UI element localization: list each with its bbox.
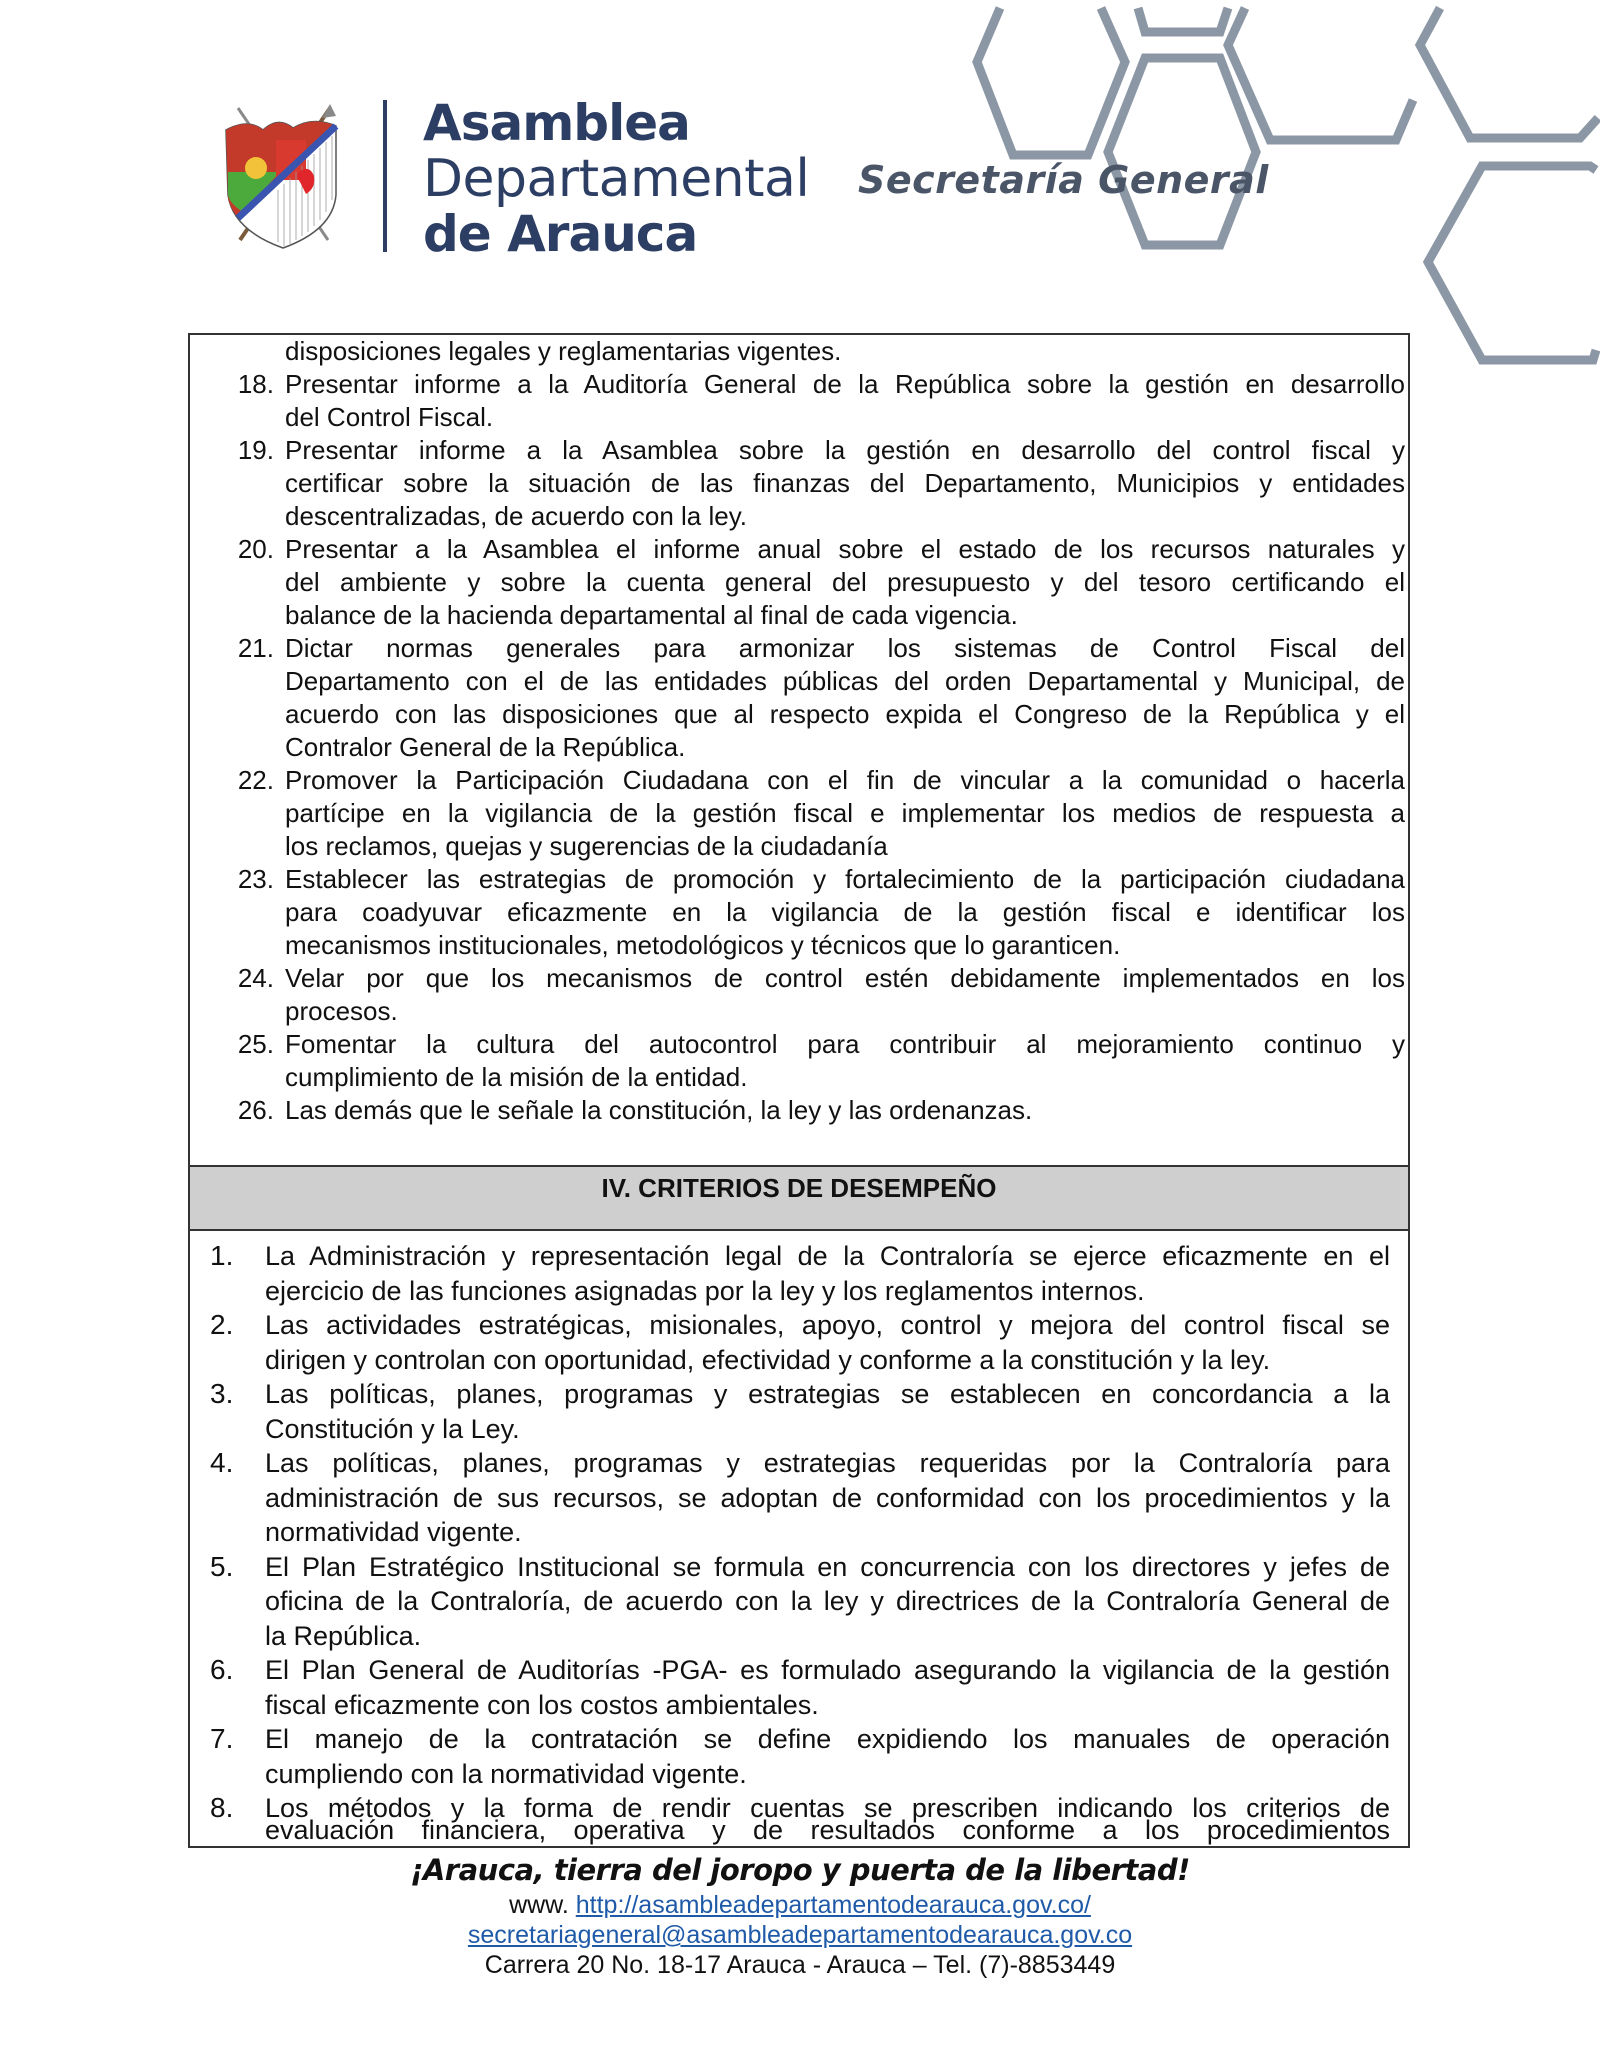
list-item-number: 26. [237,1095,274,1125]
list-item-line: Velar por que los mecanismos de control estén debidamente implementados en los [285,963,1405,993]
list-item-line: ejercicio de las funciones asignadas por la ley y los reglamentos internos. [265,1275,1145,1306]
list-item-number: 23. [237,864,274,894]
footer-address: Carrera 20 No. 18-17 Arauca - Arauca – Tel. (7)-8853449 [484,1951,1116,1979]
list-item-number: 19. [237,435,274,465]
list-item-line: El Plan General de Auditorías -PGA- es formulado asegurando la vigilancia de la gestión [265,1655,1390,1685]
section-title: IV. CRITERIOS DE DESEMPEÑO [601,1173,997,1203]
list-item-line: fiscal eficazmente con los costos ambientales. [265,1689,819,1720]
list-item-number: 1. [210,1240,234,1271]
list-item-line: Presentar informe a la Auditoría General de la República sobre la gestión en desarrollo [285,369,1405,399]
brand-divider [383,100,387,252]
list-item-number: 4. [210,1447,234,1478]
list-item-number: 25. [237,1029,274,1059]
list-item-line: partícipe en la vigilancia de la gestión fiscal e implementar los medios de respuesta a [285,798,1405,828]
website-link[interactable]: http://asambleadepartamentodearauca.gov.co/ [575,1891,1091,1919]
list-item-line: Las demás que le señale la constitución, la ley y las ordenanzas. [285,1095,1033,1125]
hexagon-top-cap [1138,8,1228,32]
list-item-line: evaluación financiera, operativa y de resultados conforme a los procedimientos [265,1815,1390,1845]
list-item-line: la República. [265,1620,422,1651]
list-item-number: 2. [210,1309,234,1340]
list-item-line: La Administración y representación legal de la Contraloría se ejerce eficazmente en el [265,1241,1390,1271]
document-table [188,333,1410,1848]
list-item-number: 8. [210,1792,234,1823]
list-item-number: 22. [237,765,274,795]
list-item-line: cumpliendo con la normatividad vigente. [265,1758,747,1789]
list-item-line: dirigen y controlan con oportunidad, efectividad y conforme a la constitución y la ley. [265,1344,1271,1375]
list-item-line: acuerdo con las disposiciones que al respecto expida el Congreso de la República y el [285,699,1405,729]
list-item-line: Contralor General de la República. [285,732,686,762]
footer-tagline: ¡Arauca, tierra del joropo y puerta de la libertad! [410,1853,1190,1887]
section-heading: Secretaría General [858,158,1269,202]
footer-website-line [0,1890,1600,1920]
www-prefix: www. [509,1891,569,1919]
list-item-line: Dictar normas generales para armonizar los sistemas de Control Fiscal del [285,633,1405,663]
hexagon-right-top [1420,8,1598,138]
list-item-number: 24. [237,963,274,993]
list-item-line: procesos. [285,996,398,1026]
list-item-line: Presentar informe a la Asamblea sobre la gestión en desarrollo del control fiscal y [285,435,1405,465]
list-item-number: 20. [237,534,274,564]
list-item-line: Las políticas, planes, programas y estrategias requeridas por la Contraloría para [265,1448,1390,1478]
list-item-line: Establecer las estrategias de promoción y fortalecimiento de la participación ciudadana [285,864,1405,894]
list-item-line: Los métodos y la forma de rendir cuentas se prescriben indicando los criterios de [265,1793,1390,1823]
criterios-section-header [190,1165,1408,1231]
list-item-line: Constitución y la Ley. [265,1413,520,1444]
list-item-line: El Plan Estratégico Institucional se formula en concurrencia con los directores y jefes de [265,1551,1390,1582]
list-item-number: 21. [237,633,274,663]
brand-line-1: Asamblea [423,94,690,152]
list-item-line: del ambiente y sobre la cuenta general del presupuesto y del tesoro certificando el [285,567,1405,597]
list-item-line: oficina de la Contraloría, de acuerdo con la ley y directrices de la Contraloría General de [265,1586,1390,1616]
list-item-number: 7. [210,1723,234,1754]
list-item-number: 3. [210,1378,234,1409]
list-item-line: normatividad vigente. [265,1517,522,1547]
list-item-line: Las actividades estratégicas, misionales, apoyo, control y mejora del control fiscal se [265,1310,1390,1340]
list-item-number: 6. [210,1654,234,1685]
list-item-line: Promover la Participación Ciudadana con el fin de vincular a la comunidad o hacerla [285,765,1405,795]
list-item-number: 5. [210,1550,234,1582]
list-item-line: mecanismos institucionales, metodológicos y técnicos que lo garanticen. [285,930,1121,960]
list-item-continuation: disposiciones legales y reglamentarias vigentes. [285,336,842,366]
list-item-line: descentralizadas, de acuerdo con la ley. [285,501,748,531]
hexagon-center [1108,58,1256,245]
hexagon-right-lower [1428,166,1596,360]
brand-line-2: Departamental [423,149,810,209]
list-item-line: cumplimiento de la misión de la entidad. [285,1062,748,1092]
brand-line-3: de Arauca [423,205,698,263]
list-item-line: Fomentar la cultura del autocontrol para contribuir al mejoramiento continuo y [285,1029,1405,1059]
brand-logotype [423,94,810,264]
list-item-line: administración de sus recursos, se adoptan de conformidad con los procedimientos y la [265,1482,1390,1513]
coat-of-arms-icon [218,100,348,250]
list-item-line: balance de la hacienda departamental al final de cada vigencia. [285,600,1018,630]
list-item-line: Presentar a la Asamblea el informe anual sobre el estado de los recursos naturales y [285,534,1405,564]
hexagon-left [977,8,1125,155]
list-item-line: para coadyuvar eficazmente en la vigilancia de la gestión fiscal e identificar los [285,897,1405,927]
list-item-line: El manejo de la contratación se define expidiendo los manuales de operación [265,1724,1390,1754]
hexagon-right-upper [1228,8,1413,140]
list-item-line: del Control Fiscal. [285,402,494,432]
list-item-number: 18. [237,369,274,399]
letterhead [0,0,1600,330]
list-item-line: Las políticas, planes, programas y estrategias se establecen en concordancia a la [265,1379,1390,1409]
email-link[interactable]: secretariageneral@asambleadepartamentodearauca.gov.co [467,1921,1133,1949]
list-item-line: los reclamos, quejas y sugerencias de la ciudadanía [285,831,888,861]
footer-email-line [0,1920,1600,1950]
list-item-line: Departamento con el de las entidades públicas del orden Departamental y Municipal, de [285,666,1405,696]
list-item-line: certificar sobre la situación de las finanzas del Departamento, Municipios y entidades [285,468,1405,498]
